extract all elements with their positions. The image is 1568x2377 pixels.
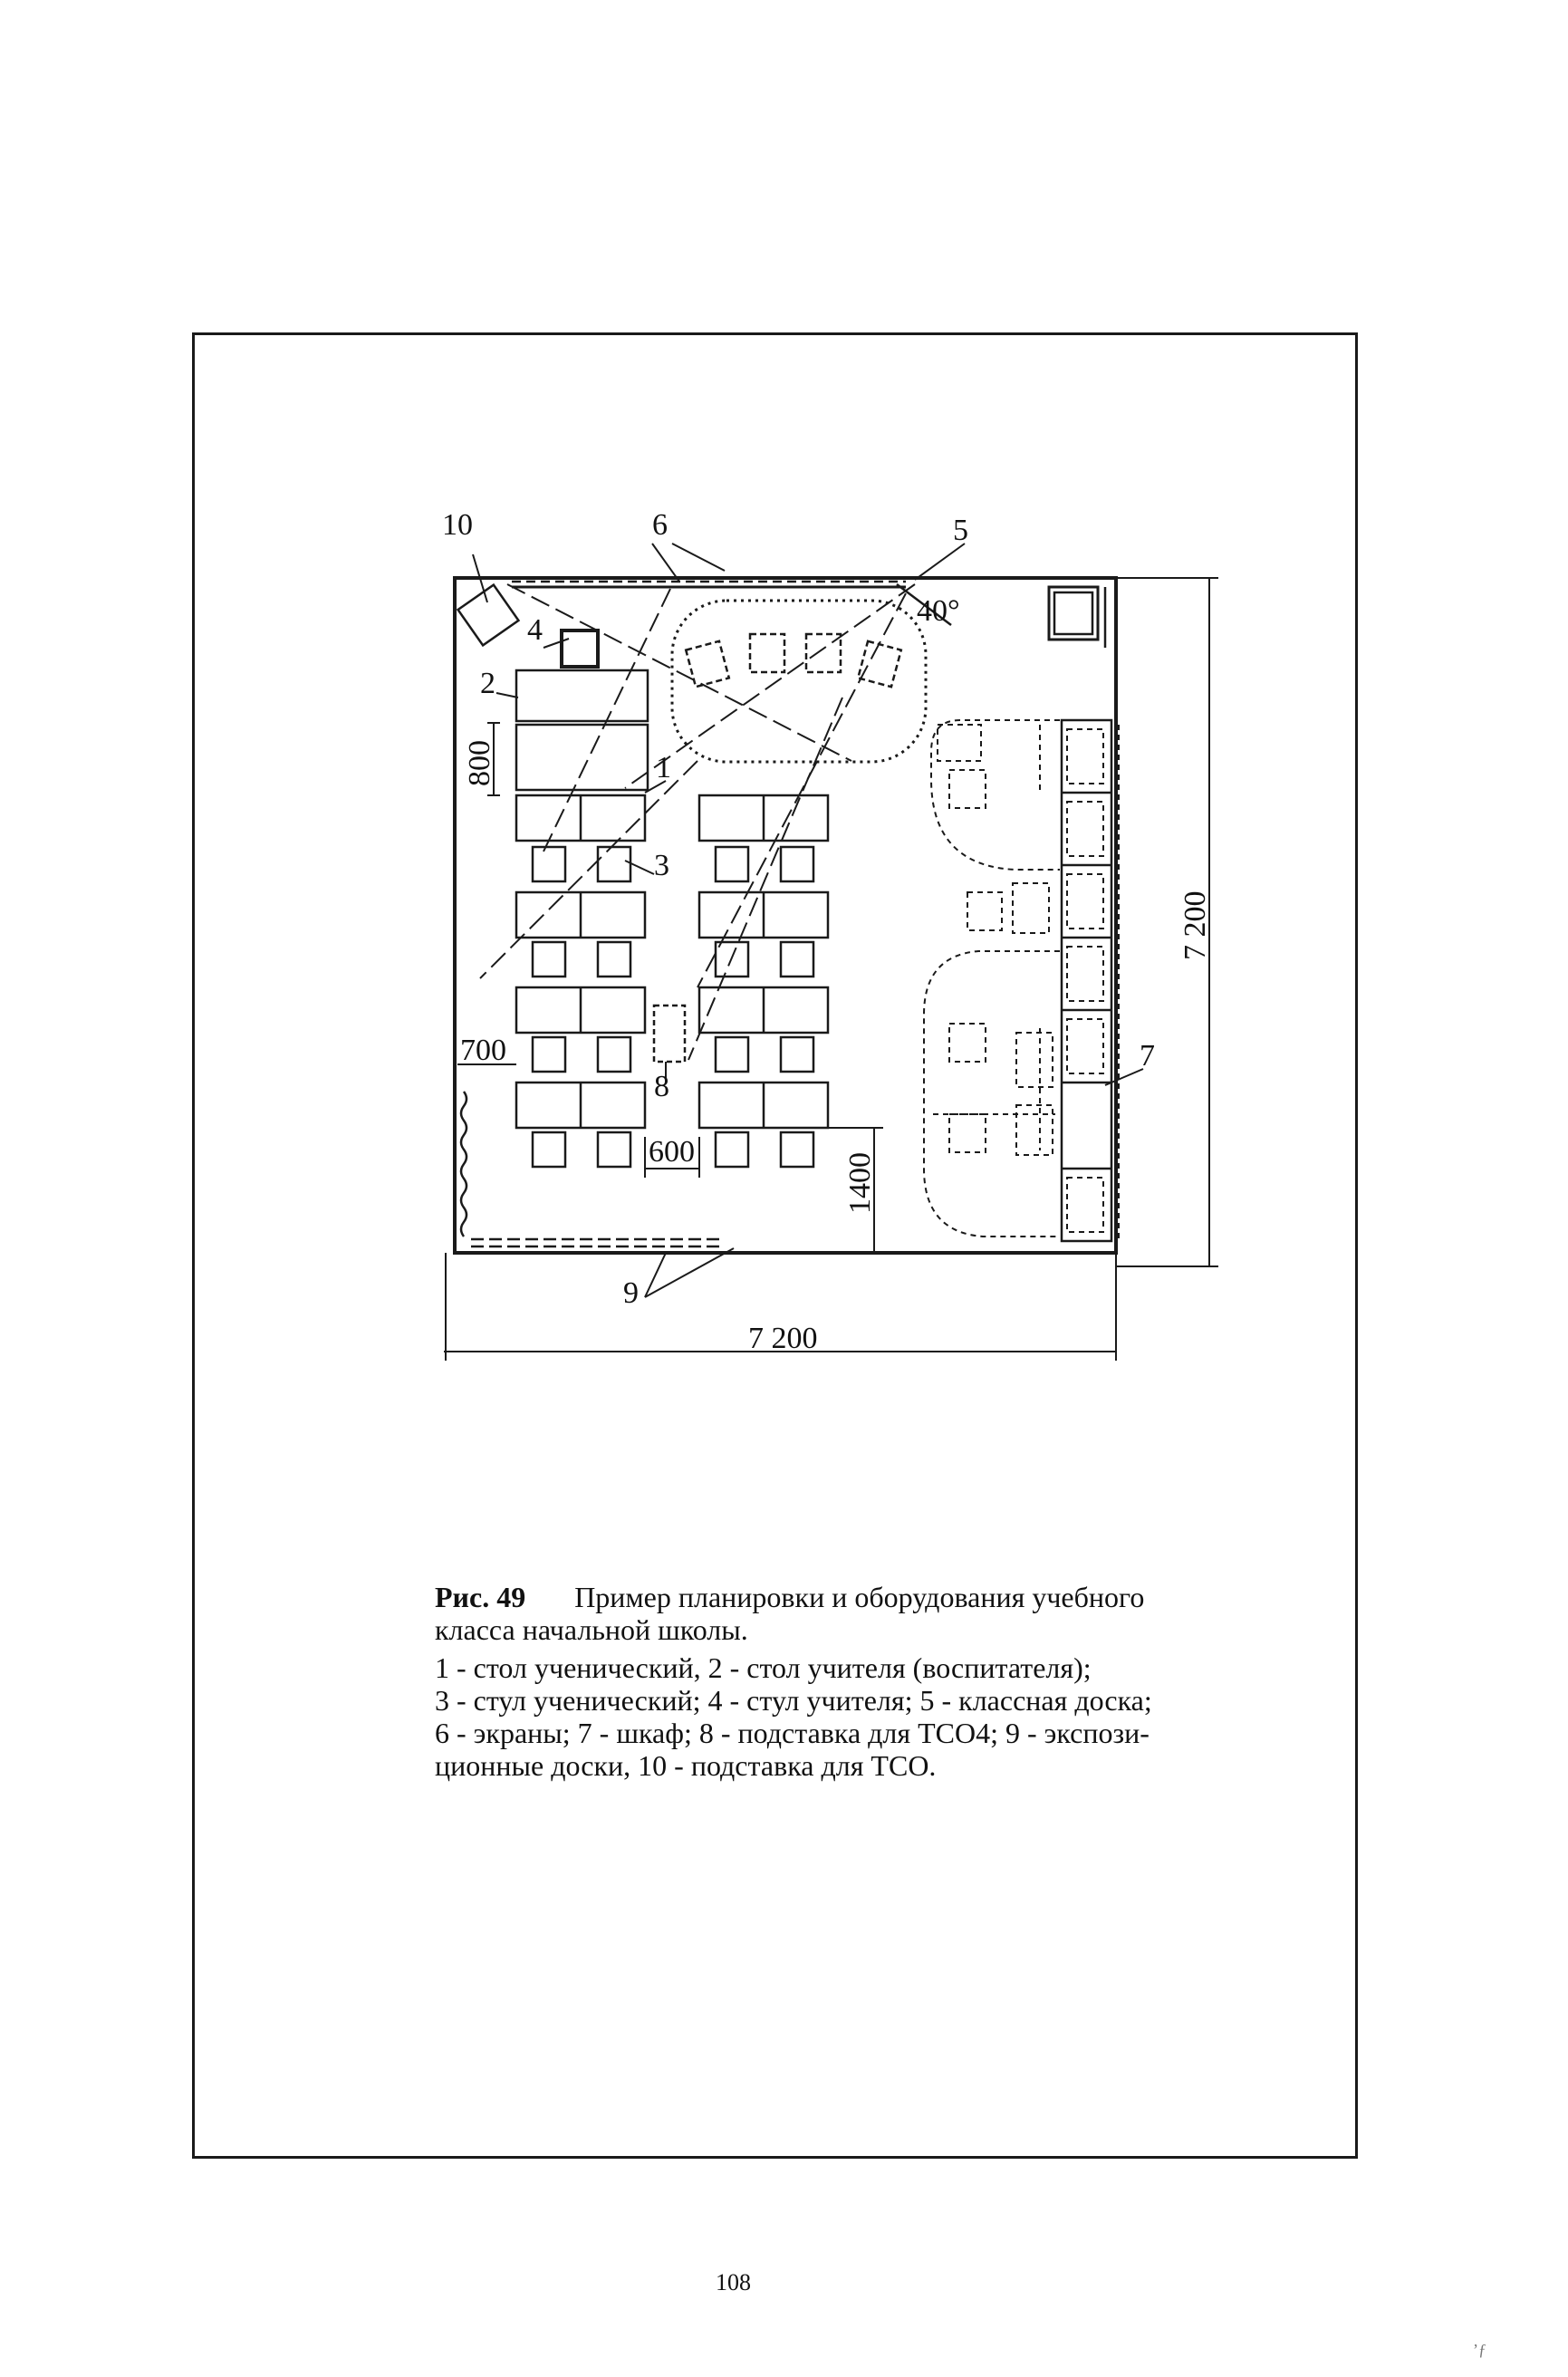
tso-stand-8 [654,1006,685,1062]
page-number: 108 [716,2269,751,2295]
label-7: 7 [1140,1039,1155,1073]
figure-label: Рис. 49 [435,1581,526,1613]
classroom-walls [455,578,1116,1253]
dim-700: 700 [460,1034,506,1067]
teacher-chair [562,630,598,667]
play-zone-lower [924,951,1060,1237]
label-8: 8 [654,1070,669,1103]
figure-legend [435,1651,1223,1782]
label-2: 2 [480,667,495,700]
legend-line: 3 - стул ученический; 4 - стул учителя; 5 - классная доска; [435,1684,1152,1717]
dim-800: 800 [463,740,496,786]
dim-1400: 1400 [843,1152,877,1214]
label-4: 4 [527,613,543,647]
dim-width-7200: 7 200 [748,1322,818,1355]
student-desks-left [516,795,645,1128]
label-6: 6 [652,508,668,542]
play-zone-upper [931,720,1060,870]
label-1: 1 [656,751,671,784]
legend-line: 1 - стол ученический, 2 - стол учителя (воспитателя); [435,1651,1092,1684]
tso-stand-10 [458,585,519,646]
dim-600: 600 [649,1135,695,1169]
legend-line: 6 - экраны; 7 - шкаф; 8 - подставка для ТСО4; 9 - экспози- [435,1717,1150,1749]
label-3: 3 [654,849,669,882]
sink [1049,587,1098,640]
label-10: 10 [442,508,473,542]
legend-line: ционные доски, 10 - подставка для ТСО. [435,1749,937,1782]
student-desks-right [699,795,828,1128]
label-angle-40: 40° [917,594,960,628]
screens [686,634,901,687]
caption-heading [435,1581,1223,1646]
screens-area [672,601,926,762]
label-9: 9 [623,1276,639,1310]
corner-mark: ʼƒ [1473,2341,1486,2359]
wall-radiator [461,1092,467,1237]
figure-title: Пример планировки и оборудования учебного класса начальной школы. [435,1581,1145,1646]
dim-depth-7200: 7 200 [1178,890,1212,960]
figure-caption [435,1581,1223,1782]
label-5: 5 [953,514,968,547]
